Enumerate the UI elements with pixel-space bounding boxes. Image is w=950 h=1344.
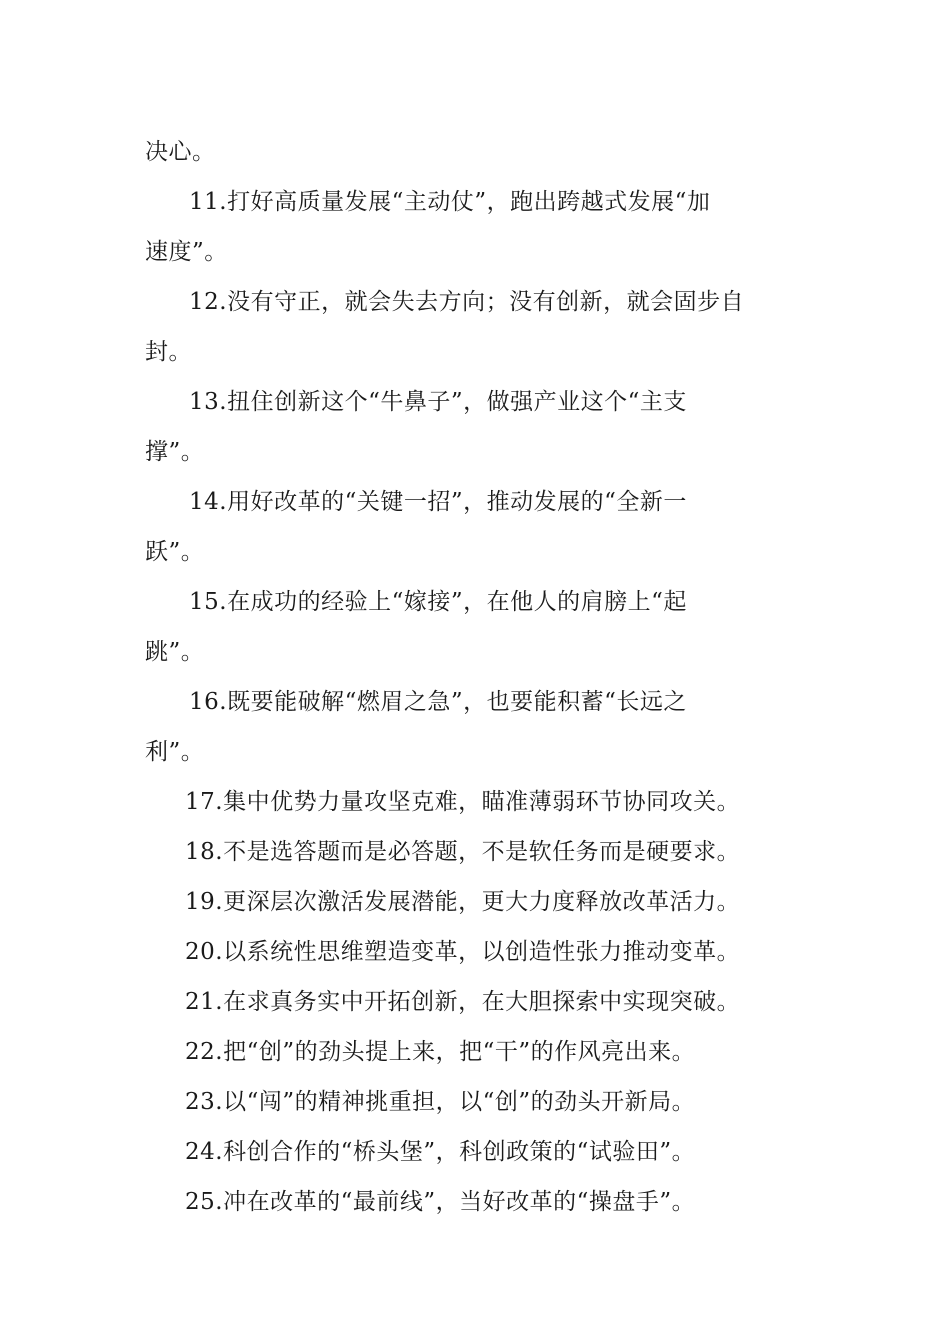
item-line: 12.没有守正，就会失去方向；没有创新，就会固步自 [189,289,745,315]
item-13 [145,377,810,477]
item-line: 13.扭住创新这个“牛鼻子”，做强产业这个“主支 [189,389,687,415]
item-line: 16.既要能破解“燃眉之急”，也要能积蓄“长远之 [189,689,687,715]
item-22: 22.把“创”的劲头提上来，把“干”的作风亮出来。 [185,1039,696,1065]
item-23: 23.以“闯”的精神挑重担，以“创”的劲头开新局。 [185,1089,696,1115]
item-line: 11.打好高质量发展“主动仗”，跑出跨越式发展“加 [189,189,711,215]
item-line-wrap: 利”。 [145,739,205,765]
item-19: 19.更深层次激活发展潜能，更大力度释放改革活力。 [185,889,741,915]
item-24: 24.科创合作的“桥头堡”，科创政策的“试验田”。 [185,1139,696,1165]
item-list [145,777,810,1227]
item-line-wrap: 撑”。 [145,439,205,465]
item-16 [145,677,810,777]
continuation-line: 决心。 [145,139,216,165]
item-21: 21.在求真务实中开拓创新，在大胆探索中实现突破。 [185,989,741,1015]
item-line-wrap: 速度”。 [145,239,228,265]
item-line-wrap: 跳”。 [145,639,205,665]
item-line: 14.用好改革的“关键一招”，推动发展的“全新一 [189,489,687,515]
item-25: 25.冲在改革的“最前线”，当好改革的“操盘手”。 [185,1189,696,1215]
item-18: 18.不是选答题而是必答题，不是软任务而是硬要求。 [185,839,741,865]
item-11 [145,177,810,277]
item-14 [145,477,810,577]
item-line: 15.在成功的经验上“嫁接”，在他人的肩膀上“起 [189,589,687,615]
item-15 [145,577,810,677]
item-12 [145,277,810,377]
item-17: 17.集中优势力量攻坚克难，瞄准薄弱环节协同攻关。 [185,789,741,815]
item-20: 20.以系统性思维塑造变革，以创造性张力推动变革。 [185,939,741,965]
document-body [145,127,810,1227]
item-line-wrap: 封。 [145,339,192,365]
item-line-wrap: 跃”。 [145,539,205,565]
